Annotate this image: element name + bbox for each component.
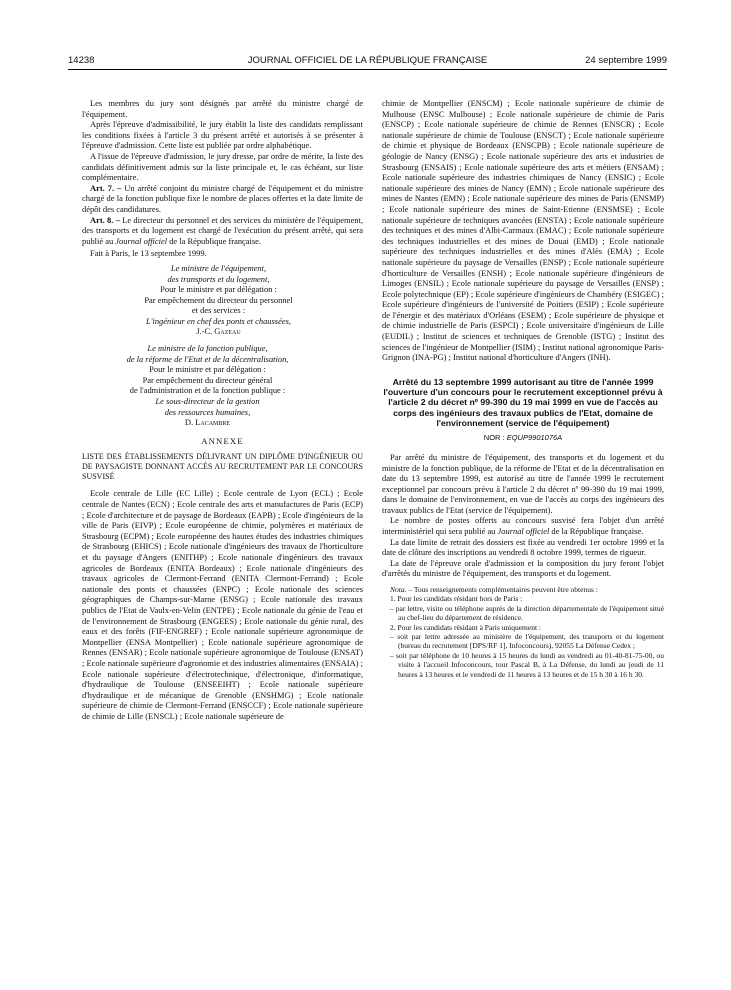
article-7-label: Art. 7. – <box>90 182 122 193</box>
nor-label: NOR : <box>483 433 507 443</box>
signature-block-fonction-publique <box>82 343 363 428</box>
nor-reference <box>382 433 664 444</box>
sig1-name: J.-C. Gazeau <box>196 326 241 337</box>
article-8 <box>82 215 363 247</box>
nota-intro <box>382 585 664 594</box>
sig2-line4: Par empêchement du directeur général <box>142 374 273 385</box>
nota-block <box>382 585 664 679</box>
nota-item-2: 2. Pour les candidats résidant à Paris uniquement : <box>390 622 542 632</box>
admissibility-paragraph: Après l'épreuve d'admissibilité, le jury établit la liste des candidats remplissant les conditions fixées à l'article 3 du présent arrêté et autorisés à se présenter à l'épreuve d'admission. Cette liste est publiée par ordre alphabétique. <box>82 119 363 151</box>
decree-p2-journal: Journal officiel <box>497 526 550 537</box>
decree-paragraph-2 <box>382 515 664 536</box>
decree-paragraph-3: La date limite de retrait des dossiers est fixée au vendredi 1er octobre 1999 et la date de clôture des inscriptions au vendredi 8 octobre 1999, termes de rigueur. <box>382 536 664 558</box>
sig1-line6: L'ingénieur en chef des ponts et chaussées, <box>146 315 291 326</box>
nota-item-1: 1. Pour les candidats résidant hors de Paris : <box>390 594 523 604</box>
sig1-line3: Pour le ministre et par délégation : <box>160 284 277 295</box>
publication-date: 24 septembre 1999 <box>585 55 667 66</box>
sig2-line1: Le ministre de la fonction publique, <box>147 343 268 354</box>
article-8-label: Art. 8. – <box>90 214 120 225</box>
establishments-list: Ecole centrale de Lille (EC Lille) ; Ecole centrale de Lyon (ECL) ; Ecole centrale de Nantes (ECN) ; Ecole centrale des arts et manufactures de Paris (ECP) ; Ecole d'architecture et de paysage de Bordeaux (EAPB) ; Ecole d'ingénieurs de la ville de Paris (EIVP) ; Ecole européenne de chimie, polymères et matériaux de Strasbourg (ECPM) ; Ecole européenne des hautes études des industries chimiques de Strasbourg (EHICS) ; Ecole nationale d'ingénieurs des travaux de l'horticulture et du paysage d'Angers (ENITHP) ; Ecole nationale d'ingénieurs des travaux agricoles de Bordeaux (ENITA Bordeaux) ; Ecole nationale d'ingénieurs des travaux agricoles de Clermont-Ferrand (ENITA Clermont-Ferrand) ; Ecole nationale des ponts et chaussées (ENPC) ; Ecole nationale des sciences géographiques de Champs-sur-Marne (ENSG) ; Ecole nationale des travaux publics de l'Etat de Vaulx-en-Velin (ENTPE) ; Ecole nationale du génie de l'eau et de l'environnement de Strasbourg (ENGEES) ; Ecole nationale du génie rural, des eaux et des forêts (FIF-ENGREF) ; Ecole nationale supérieure agronomique de Montpellier (ENSA Montpellier) ; Ecole nationale supérieure agronomique de Rennes (ENSAR) ; Ecole nationale supérieure agronomique de Toulouse (ENSAT) ; Ecole nationale supérieure d'agronomie et des industries alimentaires (ENSAIA) ; Ecole nationale supérieure d'électrotechnique, d'électronique, d'informatique, d'hydraulique de Toulouse (ENSEEIHT) ; Ecole nationale supérieure d'hydraulique et de mécanique de Grenoble (ENSHMG) ; Ecole nationale supérieure de chimie de Clermont-Ferrand (ENSCCF) ; Ecole nationale supérieure de chimie de Lille (ENSCL) ; Ecole nationale supérieure de <box>82 488 363 721</box>
signature-block-equipment <box>82 263 363 337</box>
nota-label: Nota. <box>390 585 407 595</box>
decree-p2-b: de la République française. <box>549 526 644 537</box>
nota-intro-text: – Tous renseignements complémentaires peuvent être obtenus : <box>406 585 598 595</box>
article-7 <box>82 183 363 215</box>
decree-title: Arrêté du 13 septembre 1999 autorisant au titre de l'année 1999 l'ouverture d'un concours pour le recrutement exceptionnel prévu à l'article 2 du décret nº 99-390 du 19 mai 1999 en vue de l'accès au corps des ingénieurs des travaux publics de l'Etat, domaine de l'environnement (service de l'équipement) <box>383 376 663 429</box>
article-8-text-a: Le directeur du personnel et des services du ministère de l'équipement, des transports et du logement est chargé de l'exécution du présent arrêté, qui sera publié au <box>82 214 364 246</box>
sig1-line2: des transports et du logement, <box>167 273 270 284</box>
header-rule <box>68 69 667 70</box>
establishments-list-heading: LISTE DES ÉTABLISSEMENTS DÉLIVRANT UN DIPLÔME D'INGÉNIEUR OU DE PAYSAGISTE DONNANT ACCÈS AU RECRUTEMENT PAR LE CONCOURS SUSVISÉ <box>82 452 363 482</box>
article-8-text-b: de la République française. <box>167 235 262 246</box>
right-column <box>382 98 664 679</box>
page-number: 14238 <box>68 55 95 66</box>
decree-paragraph-4: La date de l'épreuve orale d'admission et la composition du jury feront l'objet d'arrêtés du ministre de l'équipement, des transports et du logement. <box>382 557 664 579</box>
sig1-line5: et des services : <box>191 305 246 316</box>
sig2-line7: des ressources humaines, <box>164 406 251 417</box>
sig2-line3: Pour le ministre et par délégation : <box>149 364 266 375</box>
sig2-line6: Le sous-directeur de la gestion <box>155 396 260 407</box>
sig1-line1: Le ministre de l'équipement, <box>170 262 267 273</box>
establishments-list-continued: chimie de Montpellier (ENSCM) ; Ecole nationale supérieure de chimie de Mulhouse (ENSC Mulhouse) ; Ecole nationale supérieure de chimie de Paris (ENSCP) ; Ecole nationale supérieure de chimie de Rennes (ENSCR) ; Ecole nationale supérieure de chimie de Toulouse (ENSCT) ; Ecole nationale supérieure de chimie et physique de Bordeaux (ENSCPB) ; Ecole nationale supérieure de géologie de Nancy (ENSG) ; Ecole nationale supérieure des arts et industries de Strasbourg (ENSAIS) ; Ecole nationale supérieure des arts et métiers (ENSAM) ; Ecole nationale supérieure des industries chimiques de Nancy (ENSIC) ; Ecole nationale supérieure des mines de Nancy (EMN) ; Ecole nationale supérieure des mines de Nantes (EMN) ; Ecole nationale supérieure des mines de Paris (ENSMP) ; Ecole nationale supérieure des mines de Saint-Etienne (ENSMSE) ; Ecole nationale supérieure de techniques avancées (ENSTA) ; Ecole nationale supérieure des techniques et des mines d'Albi-Carmaux (EMAC) ; Ecole nationale supérieure des techniques industrielles et des mines de Douai (EMD) ; Ecole nationale supérieure des techniques industrielles et des mines d'Alès (EMA) ; Ecole nationale supérieure du paysage de Versailles (ENSP) ; Ecole nationale supérieure d'horticulture de Versailles (ENSH) ; Ecole nationale supérieure d'ingénieurs de Limoges (ENSIL) ; Ecole nationale supérieure du paysage de Versailles (ENSP) ; Ecole polytechnique (EP) ; Ecole supérieure d'ingénieurs de Chambéry (ESIGEC) ; Ecole supérieure d'ingénieurs de l'université de Poitiers (ESIP) ; Ecole supérieure de l'énergie et des matériaux d'Orléans (ESEM) ; Ecole supérieure de physique et de chimie industrielle de Paris (ESPCI) ; Ecole universitaire d'ingénieurs de Lille (EUDIL) ; Institut de sciences et techniques de Grenoble (ISTG) ; Institut des sciences de l'ingénieur de Montpellier (ISIM) ; Institut national agronomique Paris-Grignon (INA-PG) ; Institut national d'horticulture d'Angers (INH). <box>382 98 664 363</box>
sig2-name: D. Lacambre <box>184 417 231 428</box>
admission-paragraph: A l'issue de l'épreuve d'admission, le jury dresse, par ordre de mérite, la liste des candidats définitivement admis sur la liste principale et, le cas échéant, sur liste complémentaire. <box>82 150 363 183</box>
signing-place-date: Fait à Paris, le 13 septembre 1999. <box>90 248 207 259</box>
sig2-line2: de la réforme de l'Etat et de la décentralisation, <box>126 353 289 364</box>
left-column <box>82 98 363 721</box>
annexe-title: ANNEXE <box>201 435 244 446</box>
nota-item-1a: – par lettre, visite ou téléphone auprès de la direction départementale de l'équipement situé au chef-lieu du département de résidence. <box>390 603 664 623</box>
decree-paragraph-1: Par arrêté du ministre de l'équipement, des transports et du logement et du ministre de la fonction publique, de la réforme de l'Etat et de la décentralisation en date du 13 septembre 1999, est autorisé au titre de l'année 1999 le recrutement exceptionnel par concours prévu à l'article 2 du décret nº 99-390 du 19 mai 1999, dans le domaine de l'environnement, en vue de l'accès au corps des ingénieurs des travaux publics de l'Etat (service de l'équipement). <box>382 451 664 515</box>
page-header <box>68 55 667 69</box>
sig2-line5: de l'administration et de la fonction publique : <box>129 385 286 396</box>
nota-item-2a: – soit par lettre adressée au ministère de l'équipement, des transports et du logement (bureau du recrutement [DPS/RF 1], Infoconcours), 92055 La Défense Cedex ; <box>390 632 664 651</box>
article-7-text: Un arrêté conjoint du ministre chargé de l'équipement et du ministre chargé de la fonction publique fixe le nombre de places offertes et la date limite de dépôt des candidatures. <box>82 182 363 214</box>
sig1-line4: Par empêchement du directeur du personnel <box>144 294 293 305</box>
decree-p2-a: Le nombre de postes offerts au concours susvisé fera l'objet d'un arrêté interministériel qui sera publié au <box>382 515 664 537</box>
nota-item-2b: – soit par téléphone de 10 heures à 15 heures du lundi au vendredi au 01-40-81-75-00, ou visite à l'accueil Infoconcours, tour Pascal B, à La Défense, du lundi au jeudi de 11 heures à 13 heures et le vendredi de 11 heures à 13 heures et de 15 h 30 à 16 h 30. <box>390 650 664 679</box>
jury-paragraph: Les membres du jury sont désignés par arrêté du ministre chargé de l'équipement. <box>82 98 363 119</box>
journal-title: JOURNAL OFFICIEL DE LA RÉPUBLIQUE FRANÇAISE <box>247 55 488 66</box>
article-8-journal: Journal officiel <box>115 235 168 246</box>
nor-code: EQUP9901076A <box>506 433 563 443</box>
